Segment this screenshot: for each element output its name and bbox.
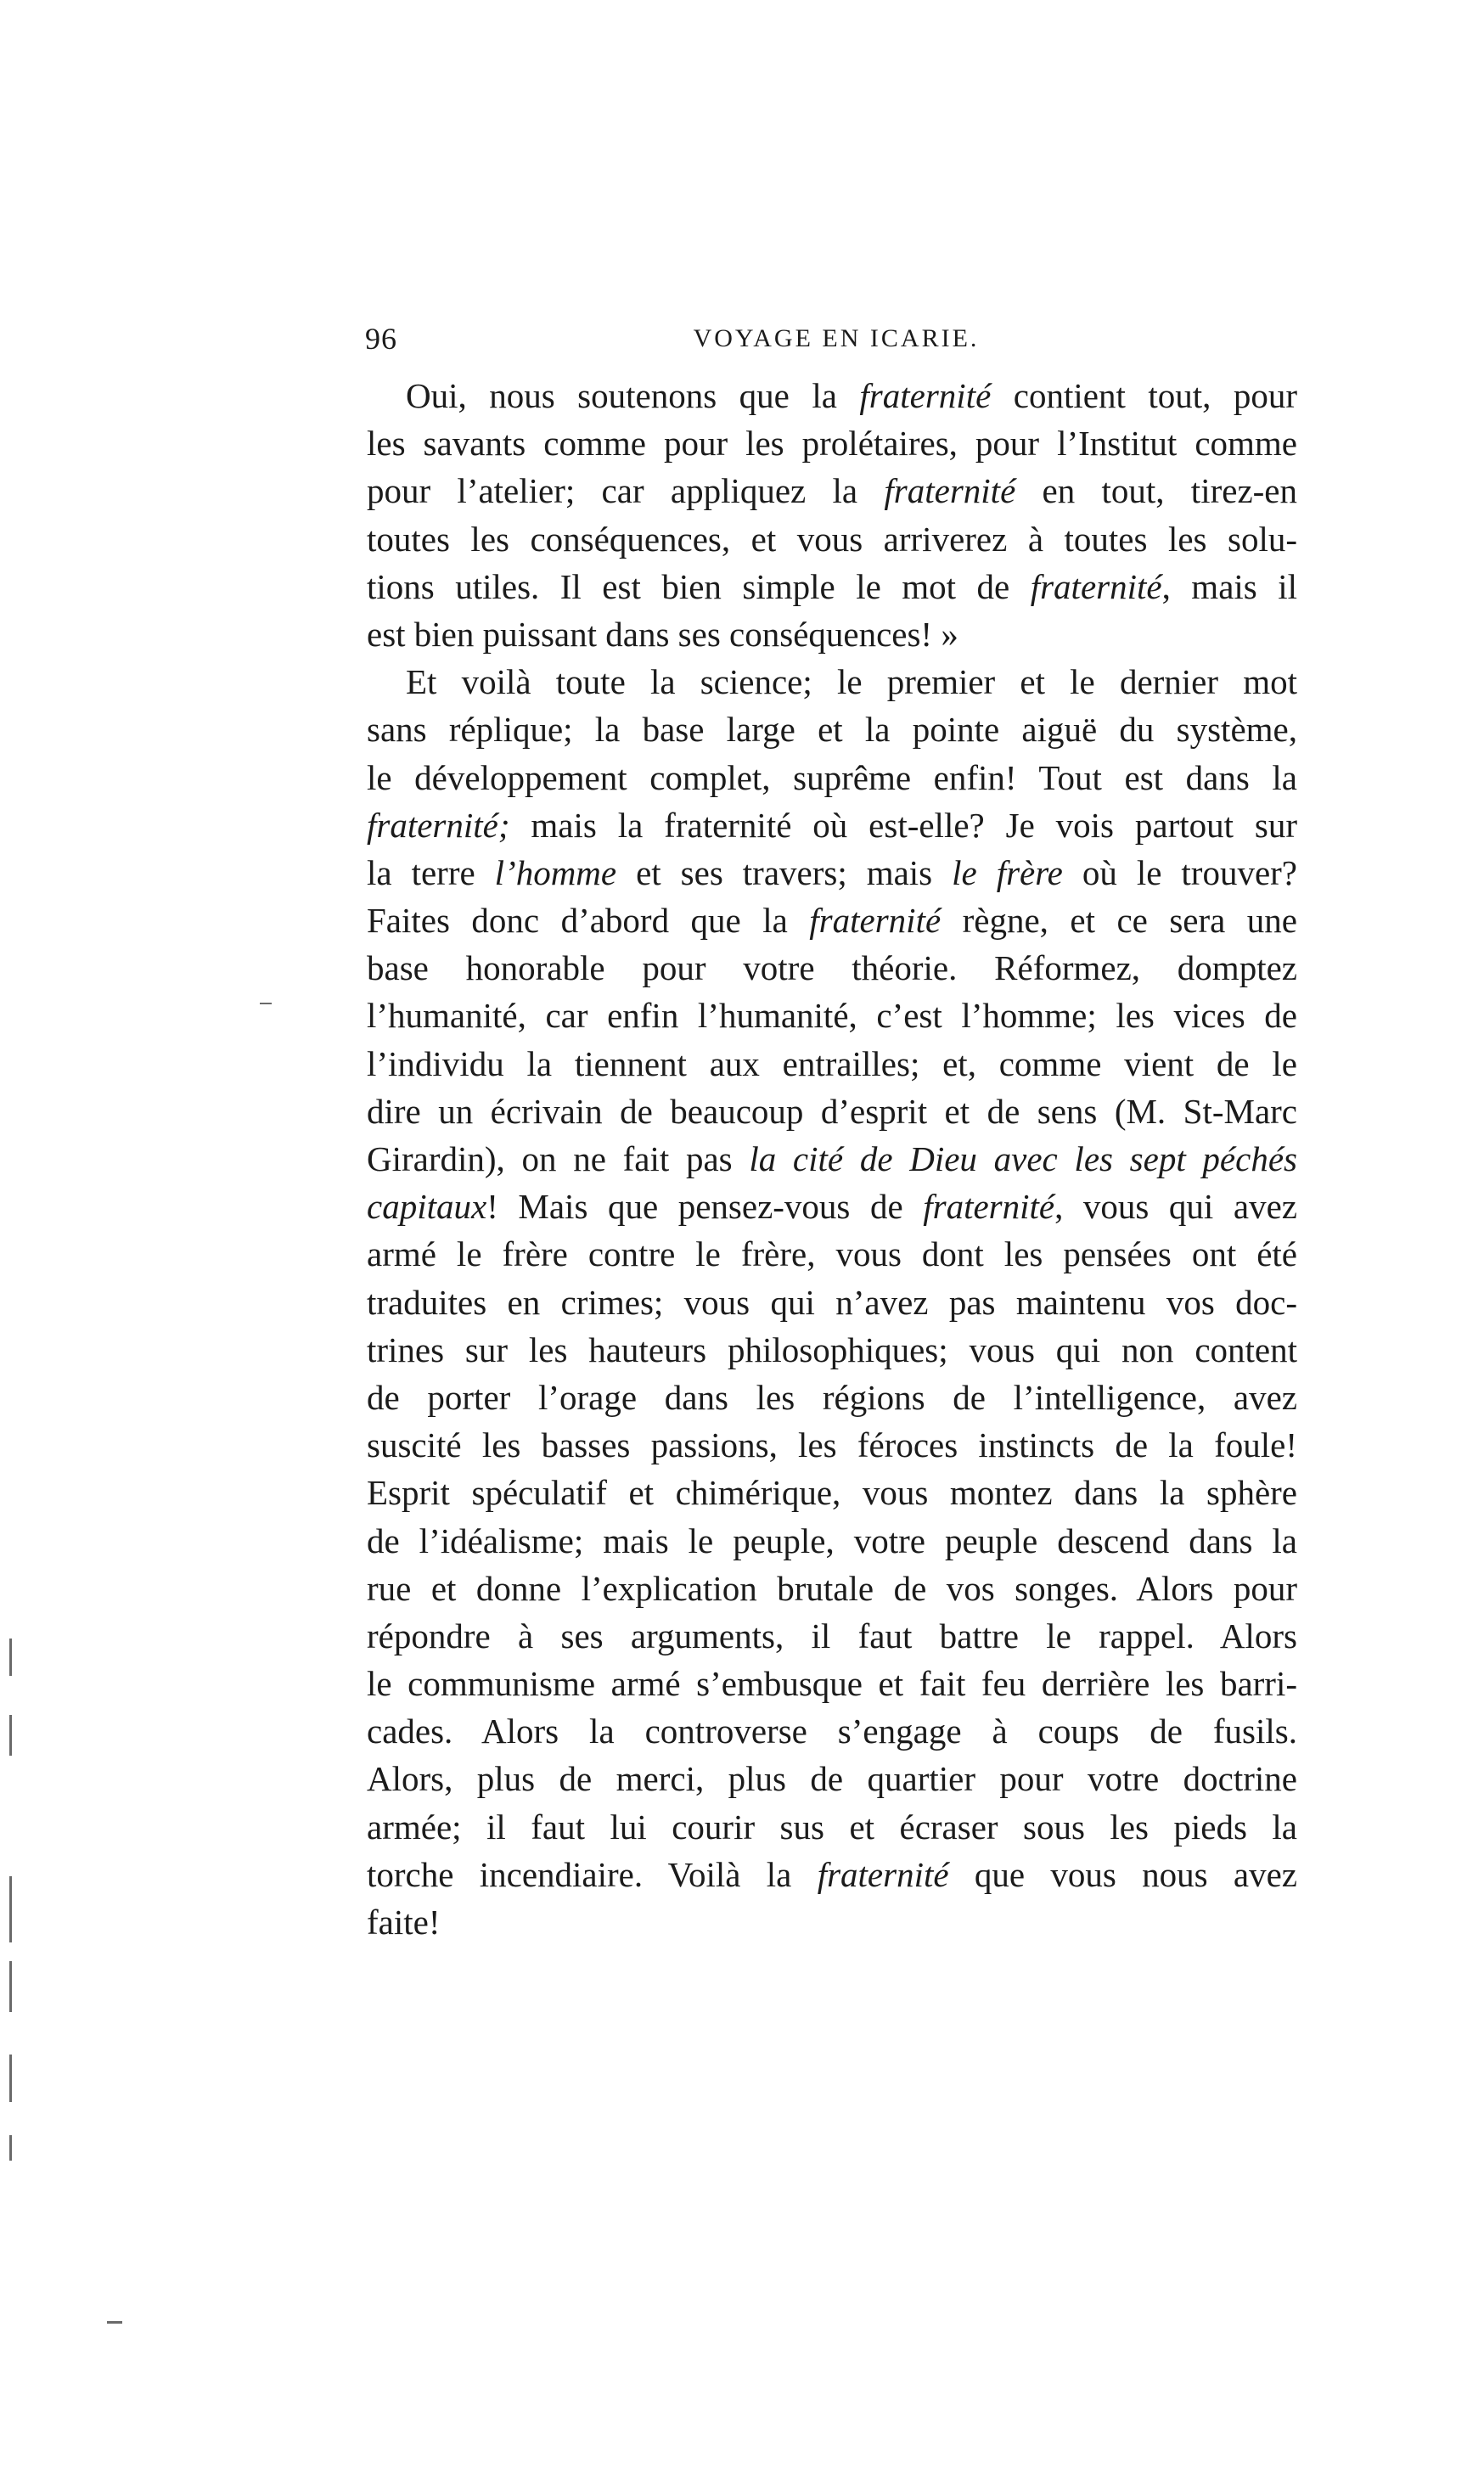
body-text <box>367 372 1297 1946</box>
text-run: traduites en crimes; vous qui n’avez pas maintenu vos doc- <box>367 1282 1297 1322</box>
text-line <box>367 419 1297 467</box>
text-run: mais la fraternité où est-elle? Je vois partout sur <box>509 805 1297 845</box>
text-line <box>367 849 1297 897</box>
text-run: et ses travers; mais <box>616 852 953 892</box>
text-run: la terre <box>367 852 495 892</box>
text-run: l’humanité, car enfin l’humanité, c’est l’homme; les vices de <box>367 996 1297 1036</box>
italic-run: fraternité <box>859 376 992 415</box>
scan-mark <box>107 2321 122 2324</box>
text-line <box>367 944 1297 992</box>
scan-mark <box>260 1003 272 1004</box>
text-line <box>367 1421 1297 1469</box>
text-line <box>367 705 1297 753</box>
text-run: les savants comme pour les prolétaires, pour l’Institut comme <box>367 424 1297 464</box>
text-line <box>367 1612 1297 1660</box>
text-run: ! Mais que pensez-vous de <box>486 1187 924 1227</box>
text-run: le communisme armé s’embusque et fait feu derrière les barri- <box>367 1664 1297 1704</box>
text-run: Faites donc d’abord que la <box>367 901 810 941</box>
text-line <box>367 1326 1297 1374</box>
text-run: de porter l’orage dans les régions de l’intelligence, avez <box>367 1377 1297 1417</box>
text-line <box>367 1803 1297 1851</box>
scan-mark <box>9 1876 12 1942</box>
text-run: règne, et ce sera une <box>941 901 1297 941</box>
text-line <box>367 372 1297 419</box>
italic-run: fraternité <box>817 1854 949 1894</box>
page-number: 96 <box>365 322 397 356</box>
text-run: tions utiles. Il est bien simple le mot de <box>367 566 1031 606</box>
text-run: , vous qui avez <box>1054 1187 1297 1227</box>
text-run: trines sur les hauteurs philosophiques; vous qui non content <box>367 1329 1297 1369</box>
text-run: rue et donne l’explication brutale de vos songes. Alors pour <box>367 1568 1297 1608</box>
text-line <box>367 801 1297 849</box>
text-run: base honorable pour votre théorie. Réformez, domptez <box>367 948 1297 988</box>
scan-mark <box>9 1961 12 2012</box>
text-run: où le trouver? <box>1062 852 1298 892</box>
text-run: cades. Alors la controverse s’engage à coups de fusils. <box>367 1712 1297 1751</box>
text-run: Girardin), on ne fait pas <box>367 1139 750 1178</box>
text-line <box>367 563 1297 610</box>
text-run: suscité les basses passions, les féroces instincts de la foule! <box>367 1425 1297 1465</box>
text-line <box>367 1230 1297 1278</box>
text-run: Oui, nous soutenons que la <box>406 376 860 415</box>
text-run: , mais il <box>1161 566 1298 606</box>
text-line <box>367 610 1297 658</box>
text-run: contient tout, pour <box>991 376 1297 415</box>
text-run: Esprit spéculatif et chimérique, vous montez dans la sphère <box>367 1473 1297 1513</box>
running-title: VOYAGE EN ICARIE. <box>693 324 980 352</box>
italic-run: fraternité <box>1030 566 1162 606</box>
text-line <box>367 1660 1297 1707</box>
italic-run: fraternité <box>884 471 1016 511</box>
text-run: est bien puissant dans ses conséquences! » <box>367 614 958 654</box>
italic-run: fraternité <box>809 901 942 941</box>
text-line <box>367 658 1297 705</box>
text-line <box>367 1135 1297 1183</box>
text-line <box>367 1279 1297 1326</box>
italic-run: le frère <box>952 852 1063 892</box>
text-run: pour l’atelier; car appliquez la <box>367 471 885 511</box>
text-line <box>367 1469 1297 1516</box>
text-run: toutes les conséquences, et vous arriverez à toutes les solu- <box>367 519 1297 559</box>
text-line <box>367 1517 1297 1565</box>
page-header <box>365 321 1307 363</box>
text-line <box>367 1755 1297 1802</box>
text-line <box>367 1088 1297 1135</box>
italic-run: l’homme <box>494 852 617 892</box>
italic-run: fraternité <box>923 1187 1055 1227</box>
text-run: armé le frère contre le frère, vous dont les pensées ont été <box>367 1234 1297 1274</box>
text-run: faite! <box>367 1903 441 1942</box>
scan-mark <box>9 2055 12 2102</box>
text-run: que vous nous avez <box>948 1854 1297 1894</box>
text-run: Alors, plus de merci, plus de quartier pour votre doctrine <box>367 1759 1297 1799</box>
text-run: de l’idéalisme; mais le peuple, votre peuple descend dans la <box>367 1521 1297 1560</box>
text-line <box>367 1183 1297 1230</box>
text-run: dire un écrivain de beaucoup d’esprit et de sens (M. St-Marc <box>367 1091 1297 1131</box>
text-run: l’individu la tiennent aux entrailles; et, comme vient de le <box>367 1043 1297 1083</box>
scan-mark <box>9 2135 12 2161</box>
italic-run: la cité de Dieu avec les sept péchés <box>749 1139 1297 1178</box>
text-run: Et voilà toute la science; le premier et le dernier mot <box>406 662 1297 702</box>
text-line <box>367 1374 1297 1421</box>
text-run: armée; il faut lui courir sus et écraser sous les pieds la <box>367 1807 1297 1847</box>
text-line <box>367 1707 1297 1755</box>
text-line <box>367 1565 1297 1612</box>
text-line <box>367 897 1297 944</box>
text-run: répondre à ses arguments, il faut battre le rappel. Alors <box>367 1616 1297 1655</box>
text-line <box>367 515 1297 563</box>
text-run: le développement complet, suprême enfin! Tout est dans la <box>367 757 1297 797</box>
text-line <box>367 1851 1297 1898</box>
text-line <box>367 754 1297 801</box>
scan-mark <box>9 1639 12 1676</box>
italic-run: fraternité; <box>367 805 510 845</box>
text-run: torche incendiaire. Voilà la <box>367 1854 818 1894</box>
text-line <box>367 467 1297 514</box>
text-run: en tout, tirez-en <box>1015 471 1297 511</box>
text-line <box>367 1040 1297 1088</box>
text-line <box>367 1898 1297 1946</box>
text-run: sans réplique; la base large et la pointe aiguë du système, <box>367 710 1297 750</box>
text-line <box>367 992 1297 1039</box>
scan-mark <box>9 1715 12 1756</box>
italic-run: capitaux <box>367 1187 487 1227</box>
